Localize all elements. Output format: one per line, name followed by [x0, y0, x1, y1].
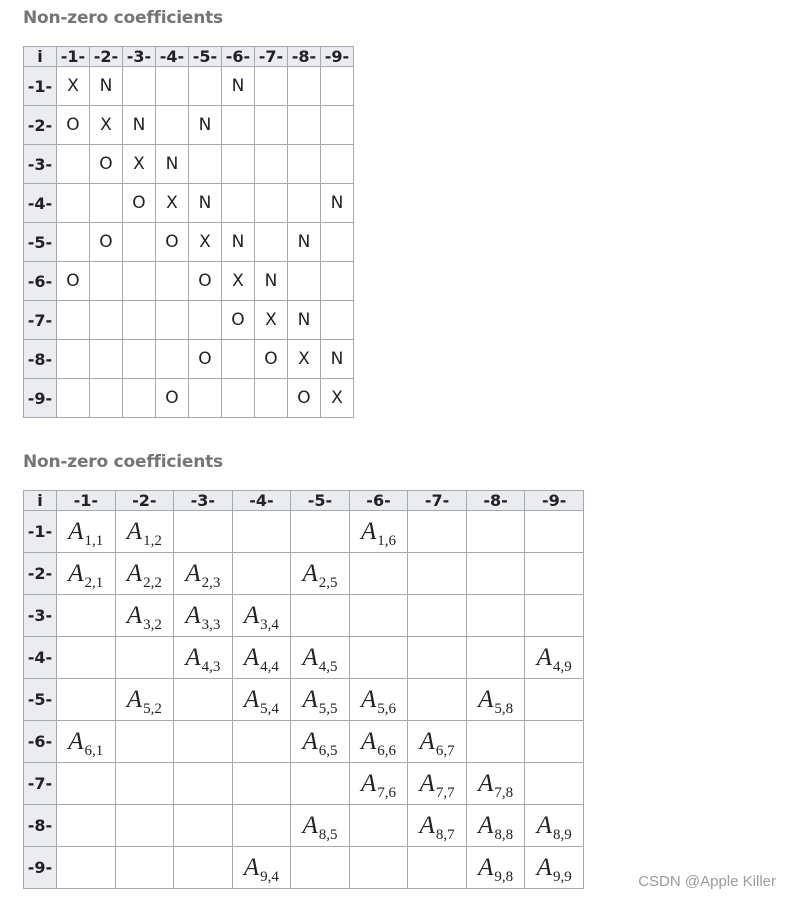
table1-cell [90, 301, 123, 340]
coefficient-index: 7,7 [435, 785, 455, 801]
table2-cell [408, 763, 467, 805]
table1-cell [321, 262, 354, 301]
table1-header-row [24, 47, 354, 67]
table2-cell [525, 595, 584, 637]
table2-row [24, 637, 584, 679]
coefficient-index: 2,3 [201, 575, 221, 591]
table2-column-header: -4- [232, 491, 291, 511]
table1-row [24, 184, 354, 223]
table1-cell [255, 145, 288, 184]
table1-row-header: -8- [24, 340, 57, 379]
coefficient-index: 8,7 [435, 827, 455, 843]
table1-cell: O [57, 262, 90, 301]
table1-cell [90, 340, 123, 379]
table1-cell: X [321, 379, 354, 418]
table1-cell: N [288, 301, 321, 340]
table1-cell: X [255, 301, 288, 340]
coefficient-index: 2,2 [143, 575, 162, 591]
coefficient-symbol: A [360, 770, 377, 797]
coefficient-index: 7,6 [377, 785, 397, 801]
table2-cell [115, 637, 174, 679]
table1-cell [57, 145, 90, 184]
table1-row [24, 106, 354, 145]
table2-column-header: -1- [57, 491, 116, 511]
table2-cell [174, 763, 233, 805]
table1-cell [156, 106, 189, 145]
table2-cell [232, 595, 291, 637]
table2-cell [115, 595, 174, 637]
table1-cell: N [255, 262, 288, 301]
table1-column-header: -2- [90, 47, 123, 67]
table1-row-header: -3- [24, 145, 57, 184]
table2-cell [232, 637, 291, 679]
coefficient-symbol: A [126, 518, 143, 545]
table1-column-header: -8- [288, 47, 321, 67]
coefficient-index: 3,2 [143, 617, 162, 633]
table1-cell [321, 223, 354, 262]
table2-cell [291, 805, 350, 847]
table1-cell [57, 223, 90, 262]
table2-row [24, 763, 584, 805]
table2-cell [232, 721, 291, 763]
table1-cell [156, 340, 189, 379]
table2-cell [232, 763, 291, 805]
table2-cell [174, 721, 233, 763]
table1-cell [255, 67, 288, 106]
table2-cell [466, 805, 525, 847]
table2-cell [408, 595, 467, 637]
coefficient-index: 8,9 [552, 827, 572, 843]
coefficient-symbol: A [185, 560, 201, 587]
table1-cell: N [189, 106, 222, 145]
table1-cell: X [189, 223, 222, 262]
table2-cell [174, 553, 233, 595]
table2-cell [291, 763, 350, 805]
table2-column-header: -2- [115, 491, 174, 511]
table1-row [24, 262, 354, 301]
table2-cell [115, 679, 174, 721]
table1-column-header: -6- [222, 47, 255, 67]
table1-cell: O [189, 262, 222, 301]
coefficient-symbol: A [419, 812, 435, 839]
table1-column-header: -5- [189, 47, 222, 67]
table2-row-header: -1- [24, 511, 57, 553]
coefficient-index: 3,4 [260, 617, 279, 633]
coefficient-index: 3,3 [201, 617, 221, 633]
coefficient-index: 5,6 [377, 701, 397, 717]
table1-cell: X [288, 340, 321, 379]
table1-row [24, 145, 354, 184]
table2-cell [57, 511, 116, 553]
table1-cell [255, 223, 288, 262]
table2-cell [115, 805, 174, 847]
table1-cell: O [90, 145, 123, 184]
table2-cell [466, 679, 525, 721]
table2-caption: Non-zero coefficients [23, 452, 223, 472]
coefficient-symbol: A [536, 812, 552, 839]
table1-row [24, 379, 354, 418]
table1-column-header: -7- [255, 47, 288, 67]
table1-cell: O [57, 106, 90, 145]
coefficient-symbol: A [419, 728, 435, 755]
coefficient-index: 2,1 [84, 575, 104, 591]
table2-cell [57, 847, 116, 889]
table2-cell [349, 721, 408, 763]
table2-cell [57, 763, 116, 805]
table2-cell [174, 511, 233, 553]
table2-cell [408, 721, 467, 763]
coefficient-symbol: A [126, 560, 143, 587]
table2-cell [349, 553, 408, 595]
table2-row [24, 721, 584, 763]
coefficient-index: 5,4 [260, 701, 279, 717]
table1-cell: N [321, 340, 354, 379]
table2-cell [525, 679, 584, 721]
table2-cell [466, 511, 525, 553]
table1-caption: Non-zero coefficients [23, 8, 223, 28]
table2-cell [232, 679, 291, 721]
coefficient-index: 8,5 [318, 827, 338, 843]
table2-row [24, 805, 584, 847]
table1-cell [123, 223, 156, 262]
table2-cell [291, 847, 350, 889]
table1-cell [255, 379, 288, 418]
table1-cell: O [90, 223, 123, 262]
table2-cell [349, 511, 408, 553]
table2-cell [525, 805, 584, 847]
table2-cell [525, 763, 584, 805]
table1-cell: N [321, 184, 354, 223]
table2-cell [408, 679, 467, 721]
table2-cell [291, 553, 350, 595]
table1-cell [156, 262, 189, 301]
coefficient-index: 4,9 [552, 659, 572, 675]
table2-cell [57, 721, 116, 763]
coefficient-symbol: A [243, 854, 260, 881]
coefficient-index: 5,8 [494, 701, 514, 717]
table2-cell [115, 553, 174, 595]
table1-cell [57, 379, 90, 418]
table1-cell: N [222, 67, 255, 106]
table1-cell [123, 340, 156, 379]
table1-cell [90, 262, 123, 301]
table1-cell [189, 301, 222, 340]
table2-column-header: -7- [408, 491, 467, 511]
table2-row-header: -9- [24, 847, 57, 889]
watermark: CSDN @Apple Killer [638, 873, 776, 890]
table1-cell [222, 184, 255, 223]
table1-cell [123, 67, 156, 106]
table1-cell [321, 67, 354, 106]
coefficient-symbol: A [243, 644, 260, 671]
table2-cell [232, 805, 291, 847]
table1-cell [222, 379, 255, 418]
table1-cell: X [123, 145, 156, 184]
table2-cell [57, 805, 116, 847]
table2-cell [525, 637, 584, 679]
table1-column-header: -4- [156, 47, 189, 67]
coefficient-index: 5,2 [143, 701, 162, 717]
table2-cell [525, 511, 584, 553]
table2-cell [115, 847, 174, 889]
table1-cell [90, 379, 123, 418]
table2-cell [291, 595, 350, 637]
table1-cell [189, 145, 222, 184]
table2-row [24, 511, 584, 553]
table2-cell [525, 553, 584, 595]
table2-cell [115, 511, 174, 553]
table1-cell [156, 67, 189, 106]
table1-cell [222, 340, 255, 379]
table2-cell [232, 553, 291, 595]
table2-header-row [24, 491, 584, 511]
table2-column-header: -9- [525, 491, 584, 511]
table2-cell [349, 637, 408, 679]
table2-cell [57, 637, 116, 679]
table2-cell [174, 679, 233, 721]
coefficient-symbol: A [536, 854, 552, 881]
table1-cell: N [222, 223, 255, 262]
coefficient-index: 5,5 [318, 701, 338, 717]
table1-cell [123, 301, 156, 340]
table1-cell [288, 262, 321, 301]
table1-cell [123, 379, 156, 418]
table1-cell [57, 340, 90, 379]
table2-row-header: -3- [24, 595, 57, 637]
table2-cell [349, 595, 408, 637]
coefficient-index: 4,5 [318, 659, 338, 675]
coefficient-symbol: A [360, 728, 377, 755]
table1-cell [90, 184, 123, 223]
coefficient-index: 6,1 [84, 743, 104, 759]
table2-row-header: -5- [24, 679, 57, 721]
table2-cell [57, 679, 116, 721]
table2-cell [174, 805, 233, 847]
table1-cell [321, 145, 354, 184]
table2-cell [174, 595, 233, 637]
table2-row-header: -6- [24, 721, 57, 763]
table1-cell [156, 301, 189, 340]
table1-row-header: -6- [24, 262, 57, 301]
coefficient-index: 2,5 [318, 575, 338, 591]
table1-cell: X [57, 67, 90, 106]
table2-cell [57, 595, 116, 637]
table2-cell [291, 679, 350, 721]
table2-cell [115, 763, 174, 805]
coefficient-symbol: A [185, 644, 201, 671]
table1-cell: O [156, 223, 189, 262]
coefficient-index: 6,5 [318, 743, 338, 759]
coefficient-index: 9,9 [552, 869, 572, 885]
table1-cell: N [288, 223, 321, 262]
coefficient-symbol: A [68, 518, 84, 545]
coefficient-symbol: A [360, 686, 377, 713]
table1-row-header: -5- [24, 223, 57, 262]
table1-cell [321, 106, 354, 145]
coefficient-index: 9,8 [494, 869, 514, 885]
table2-cell [408, 553, 467, 595]
table1-cell: O [189, 340, 222, 379]
table1-row-header: -1- [24, 67, 57, 106]
coefficient-symbol: A [478, 770, 494, 797]
table1-cell: O [123, 184, 156, 223]
table2-row [24, 847, 584, 889]
table1-column-header: -9- [321, 47, 354, 67]
coefficient-symbol: A [68, 728, 84, 755]
coefficient-index: 1,6 [377, 533, 397, 549]
table1-cell [57, 184, 90, 223]
table1-cell: X [156, 184, 189, 223]
table2-cell [349, 679, 408, 721]
table2-column-header: -3- [174, 491, 233, 511]
table1-cell [288, 184, 321, 223]
coefficient-index: 4,3 [201, 659, 221, 675]
coefficient-symbol: A [478, 686, 494, 713]
coefficient-symbol: A [68, 560, 84, 587]
table1-cell: X [222, 262, 255, 301]
table2-column-header: -5- [291, 491, 350, 511]
table1-cell [57, 301, 90, 340]
coefficient-matrix-table [23, 490, 584, 889]
table1-cell: O [222, 301, 255, 340]
table2-cell [174, 637, 233, 679]
table1-cell [222, 106, 255, 145]
table1-cell: O [156, 379, 189, 418]
coefficient-symbol: A [302, 560, 318, 587]
table2-cell [57, 553, 116, 595]
table2-row [24, 679, 584, 721]
table2-cell [525, 847, 584, 889]
coefficient-index: 6,7 [435, 743, 455, 759]
table1-cell [288, 106, 321, 145]
table1-cell [288, 67, 321, 106]
table2-cell [466, 595, 525, 637]
table2-cell [525, 721, 584, 763]
coefficient-index: 1,1 [84, 533, 104, 549]
table2-cell [466, 721, 525, 763]
table2-cell [232, 511, 291, 553]
table1-cell: X [90, 106, 123, 145]
table2-cell [349, 763, 408, 805]
table1-cell: O [288, 379, 321, 418]
table1-cell [255, 184, 288, 223]
table2-cell [115, 721, 174, 763]
table2-row-header: -7- [24, 763, 57, 805]
table1-corner-header: i [24, 47, 57, 67]
table2-row-header: -2- [24, 553, 57, 595]
table2-cell [291, 637, 350, 679]
coefficient-symbol: A [126, 686, 143, 713]
table1-cell: N [90, 67, 123, 106]
table1-cell: N [123, 106, 156, 145]
coefficient-index: 9,4 [260, 869, 279, 885]
table1-cell [189, 67, 222, 106]
table1-row [24, 340, 354, 379]
coefficient-symbol: A [126, 602, 143, 629]
table2-cell [466, 763, 525, 805]
table2-cell [349, 805, 408, 847]
table1-row-header: -7- [24, 301, 57, 340]
table1-row [24, 67, 354, 106]
table2-row-header: -8- [24, 805, 57, 847]
table2-row [24, 595, 584, 637]
coefficient-pattern-table [23, 46, 354, 418]
coefficient-symbol: A [243, 686, 260, 713]
table1-cell [288, 145, 321, 184]
coefficient-index: 8,8 [494, 827, 514, 843]
table1-cell: N [156, 145, 189, 184]
coefficient-symbol: A [360, 518, 377, 545]
table1-row [24, 301, 354, 340]
table2-cell [291, 721, 350, 763]
table2-cell [408, 805, 467, 847]
table1-cell [321, 301, 354, 340]
table1-row-header: -9- [24, 379, 57, 418]
table1-column-header: -3- [123, 47, 156, 67]
table1-row [24, 223, 354, 262]
coefficient-index: 7,8 [494, 785, 514, 801]
table2-cell [408, 511, 467, 553]
table2-corner-header: i [24, 491, 57, 511]
table2-cell [466, 847, 525, 889]
coefficient-symbol: A [302, 812, 318, 839]
coefficient-symbol: A [302, 644, 318, 671]
table2-cell [408, 847, 467, 889]
coefficient-symbol: A [536, 644, 552, 671]
table1-row-header: -2- [24, 106, 57, 145]
coefficient-symbol: A [419, 770, 435, 797]
table1-cell [189, 379, 222, 418]
coefficient-symbol: A [302, 728, 318, 755]
table2-row [24, 553, 584, 595]
table2-cell [466, 553, 525, 595]
table2-row-header: -4- [24, 637, 57, 679]
coefficient-index: 4,4 [260, 659, 279, 675]
table2-cell [232, 847, 291, 889]
table2-cell [466, 637, 525, 679]
table2-column-header: -6- [349, 491, 408, 511]
table1-cell: N [189, 184, 222, 223]
coefficient-symbol: A [185, 602, 201, 629]
table2-cell [174, 847, 233, 889]
coefficient-index: 6,6 [377, 743, 397, 759]
coefficient-symbol: A [243, 602, 260, 629]
table1-column-header: -1- [57, 47, 90, 67]
table2-cell [408, 637, 467, 679]
table2-column-header: -8- [466, 491, 525, 511]
table2-cell [349, 847, 408, 889]
table1-cell [123, 262, 156, 301]
table2-cell [291, 511, 350, 553]
coefficient-symbol: A [478, 812, 494, 839]
table1-cell [222, 145, 255, 184]
coefficient-index: 1,2 [143, 533, 162, 549]
table1-cell [255, 106, 288, 145]
table1-row-header: -4- [24, 184, 57, 223]
table1-cell: O [255, 340, 288, 379]
coefficient-symbol: A [302, 686, 318, 713]
coefficient-symbol: A [478, 854, 494, 881]
